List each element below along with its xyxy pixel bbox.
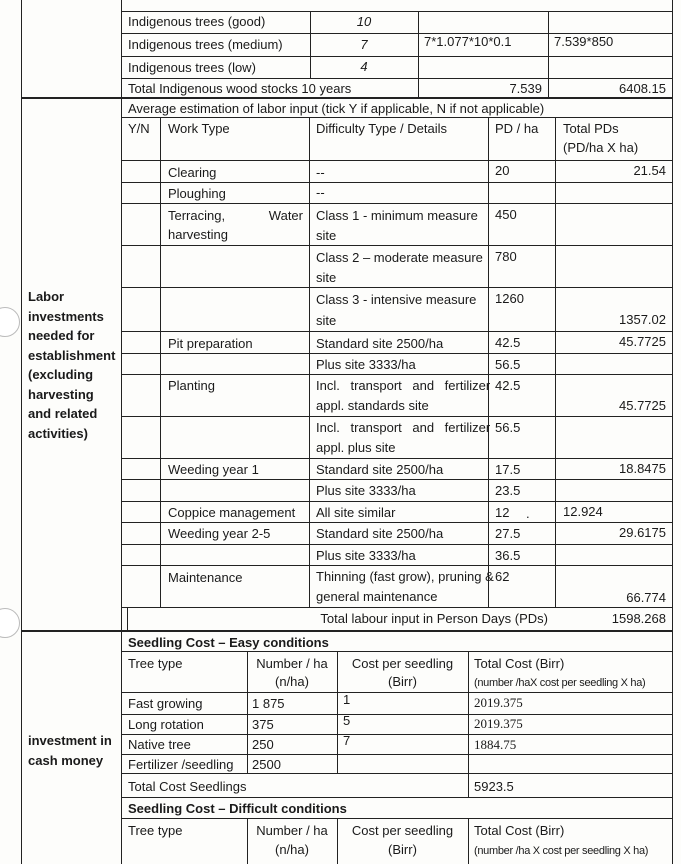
row-line <box>121 754 673 755</box>
total-cell: 29.6175 <box>619 525 666 540</box>
header-total-pds: Total PDs <box>563 121 619 136</box>
header-number: Number / ha <box>256 823 328 838</box>
row-line <box>121 773 673 774</box>
row-line <box>121 182 673 183</box>
tree-type-cell: Fertilizer /seedling <box>128 757 234 772</box>
punch-hole <box>0 307 20 337</box>
row-line <box>121 818 673 819</box>
total-cost-cell: 2019.375 <box>474 716 523 731</box>
pd-cell: 780 <box>495 249 517 264</box>
col-line <box>160 117 161 607</box>
detail-cell: Plus site 3333/ha <box>316 483 416 498</box>
pd-mark: . <box>526 506 530 521</box>
detail-cell: Standard site 2500/ha <box>316 336 444 351</box>
section-label-line: establishment <box>28 347 116 363</box>
detail-cell: Standard site 2500/ha <box>316 526 444 541</box>
cost-cell: 7 <box>343 733 351 748</box>
row-line <box>121 160 673 161</box>
detail-cell: Thinning (fast grow), pruning & <box>316 569 494 584</box>
header-tree-type: Tree type <box>128 823 183 838</box>
work-type-cell: Weeding year 2-5 <box>168 526 271 541</box>
row-line <box>121 245 673 246</box>
header-total-pds-sub: (PD/ha X ha) <box>563 140 639 155</box>
header-total-cost-sub: (number /ha X cost per seedling X ha) <box>474 845 649 857</box>
section-label-line: cash money <box>28 752 104 768</box>
labor-intro: Average estimation of labor input (tick Y if applicable, N if not applicable) <box>128 101 545 116</box>
stock-value: 7 <box>360 37 368 52</box>
pd-cell: 23.5 <box>495 483 521 498</box>
section-label-line: and related <box>28 406 98 421</box>
tree-type-cell: Long rotation <box>128 717 204 732</box>
detail-cell: appl. standards site <box>316 398 429 413</box>
stock-name: Indigenous trees (medium) <box>128 37 283 52</box>
detail-cell: Plus site 3333/ha <box>316 357 416 372</box>
total-cell: 18.8475 <box>619 461 666 476</box>
pd-cell: 27.5 <box>495 526 521 541</box>
detail-cell: general maintenance <box>316 589 438 604</box>
stock-total-result: 6408.15 <box>619 81 666 96</box>
col-line <box>309 117 310 607</box>
work-type-cell: Pit preparation <box>168 336 253 351</box>
labor-total-value: 1598.268 <box>611 611 666 626</box>
work-type-cell: Ploughing <box>168 186 226 201</box>
row-line <box>121 479 673 480</box>
section-label-line: Labor <box>28 289 65 304</box>
cash-total-label: Total Cost Seedlings <box>128 779 247 794</box>
total-cell: 12.924 <box>563 504 603 519</box>
detail-cell: -- <box>316 165 325 180</box>
header-number: Number / ha <box>256 656 328 671</box>
detail-cell: -- <box>316 185 325 200</box>
work-type-cell: Terracing, <box>168 208 226 223</box>
total-box-line <box>127 607 128 630</box>
detail-cell: Incl. transport and fertilizer <box>316 378 491 393</box>
col-line <box>468 818 469 864</box>
row-line <box>121 353 673 354</box>
header-pd-ha: PD / ha <box>495 121 539 136</box>
row-line <box>121 692 673 693</box>
pd-cell: 20 <box>495 163 510 178</box>
labor-section-label <box>28 287 115 443</box>
stock-name: Indigenous trees (good) <box>128 14 266 29</box>
header-number-sub: (n/ha) <box>275 842 309 857</box>
stock-calc: 7*1.077*10*0.1 <box>424 34 512 49</box>
cash-section-label <box>28 731 112 770</box>
row-line <box>121 331 673 332</box>
total-cell: 1357.02 <box>619 312 666 327</box>
stock-value: 4 <box>360 59 368 74</box>
total-cell: 66.774 <box>626 590 666 605</box>
col-line <box>468 651 469 797</box>
header-tree-type: Tree type <box>128 656 183 671</box>
header-difficulty: Difficulty Type / Details <box>316 121 448 136</box>
cash-total-value: 5923.5 <box>474 779 514 794</box>
total-cost-cell: 1884.75 <box>474 737 517 752</box>
row-line <box>121 607 673 608</box>
work-type-cell: Planting <box>168 378 215 393</box>
row-line <box>121 651 673 652</box>
work-type-cell: Maintenance <box>168 570 243 585</box>
stock-total-value: 7.539 <box>509 81 542 96</box>
header-cost-sub: (Birr) <box>388 842 417 857</box>
work-type-cell: Water <box>268 208 303 223</box>
detail-cell: site <box>316 270 337 285</box>
header-cost: Cost per seedling <box>351 656 454 671</box>
pd-cell: 17.5 <box>495 462 521 477</box>
pd-cell: 42.5 <box>495 378 521 393</box>
section-label-line: investments <box>28 308 104 324</box>
header-total-cost: Total Cost (Birr) <box>474 823 565 838</box>
row-line <box>121 734 673 735</box>
labor-total-label: Total labour input in Person Days (PDs) <box>320 611 548 626</box>
stock-total-label: Total Indigenous wood stocks 10 years <box>128 81 352 96</box>
stock-result: 7.539*850 <box>554 34 614 49</box>
stock-name: Indigenous trees (low) <box>128 60 256 75</box>
cost-cell: 5 <box>343 713 351 728</box>
row-line <box>121 11 673 12</box>
row-line <box>121 56 673 57</box>
detail-cell: Class 2 – moderate measure <box>316 250 483 265</box>
row-line <box>121 797 673 798</box>
col-line <box>488 117 489 607</box>
pd-cell: 36.5 <box>495 548 521 563</box>
row-line <box>121 501 673 502</box>
header-total-cost-sub: (number /haX cost per seedling X ha) <box>474 677 646 689</box>
section-label-line: investment in <box>28 733 112 748</box>
work-type-cell: Weeding year 1 <box>168 462 259 477</box>
pd-cell: 12 <box>495 505 510 520</box>
detail-cell: Class 1 - minimum measure <box>316 208 478 223</box>
section-label-line: needed for <box>28 328 95 343</box>
number-cell: 2500 <box>252 757 281 772</box>
row-line <box>121 374 673 375</box>
row-line <box>121 544 673 545</box>
detail-cell: appl. plus site <box>316 440 396 455</box>
number-cell: 375 <box>252 717 274 732</box>
detail-cell: Standard site 2500/ha <box>316 462 444 477</box>
row-line <box>121 416 673 417</box>
pd-cell: 56.5 <box>495 357 521 372</box>
header-yn: Y/N <box>128 121 150 136</box>
row-line <box>121 117 673 118</box>
cost-cell: 1 <box>343 692 351 707</box>
header-cost-sub: (Birr) <box>388 674 417 689</box>
pd-cell: 56.5 <box>495 420 521 435</box>
tree-type-cell: Fast growing <box>128 696 203 711</box>
section-rule <box>21 630 673 632</box>
row-line <box>121 203 673 204</box>
row-line <box>121 78 673 79</box>
pd-cell: 450 <box>495 207 517 222</box>
punch-hole <box>0 608 20 638</box>
pd-cell: 62 <box>495 569 510 584</box>
row-line <box>121 458 673 459</box>
row-line <box>121 287 673 288</box>
section-label-line: (excluding <box>28 367 94 382</box>
row-line <box>121 714 673 715</box>
section-label-line: harvesting <box>28 386 94 402</box>
detail-cell: Incl. transport and fertilizer <box>316 420 491 435</box>
number-cell: 250 <box>252 737 274 752</box>
difficult-conditions-title: Seedling Cost – Difficult conditions <box>128 801 347 816</box>
pd-cell: 42.5 <box>495 335 521 350</box>
header-cost: Cost per seedling <box>351 823 454 838</box>
total-cell: 45.7725 <box>619 398 666 413</box>
total-cost-cell: 2019.375 <box>474 695 523 710</box>
total-cell: 45.7725 <box>619 334 666 349</box>
number-cell: 1 875 <box>252 696 285 711</box>
header-number-sub: (n/ha) <box>275 674 309 689</box>
table-border-left <box>21 0 22 864</box>
tree-type-cell: Native tree <box>128 737 191 752</box>
work-type-cell: Coppice management <box>168 505 296 520</box>
pd-cell: 1260 <box>495 291 524 306</box>
detail-cell: site <box>316 228 337 243</box>
header-total-cost: Total Cost (Birr) <box>474 656 565 671</box>
row-line <box>121 522 673 523</box>
row-line <box>121 565 673 566</box>
total-cell: 21.54 <box>633 163 666 178</box>
stock-value: 10 <box>356 14 372 29</box>
easy-conditions-title: Seedling Cost – Easy conditions <box>128 635 329 650</box>
work-type-cell: Clearing <box>168 165 217 180</box>
detail-cell: Class 3 - intensive measure <box>316 292 477 307</box>
detail-cell: site <box>316 313 337 328</box>
detail-cell: Plus site 3333/ha <box>316 548 416 563</box>
header-work-type: Work Type <box>168 121 230 136</box>
section-rule <box>21 97 673 99</box>
detail-cell: All site similar <box>316 505 396 520</box>
section-label-line: activities) <box>28 425 88 441</box>
work-type-cell: harvesting <box>168 227 228 242</box>
